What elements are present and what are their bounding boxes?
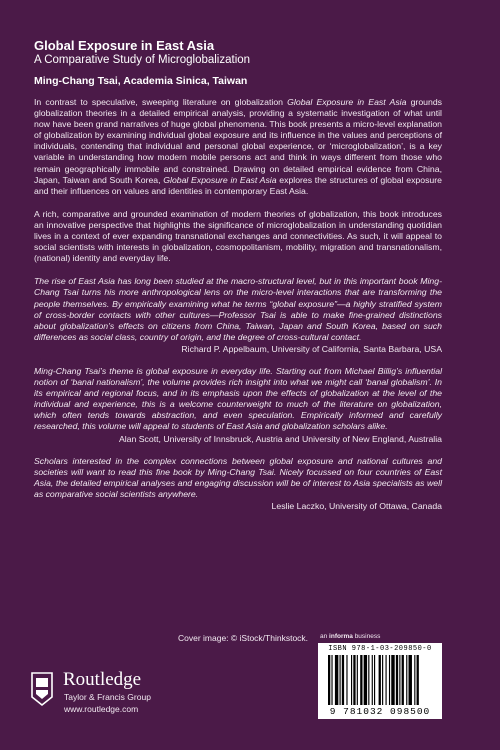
review-quote-2: Ming-Chang Tsai’s theme is global exposure in everyday life. Starting out from Michael Billig’s influential notion of ‘banal nationalism’, the volume provides rich insight into what we might call ‘banal globalism’. In its empirical and regional focus, and in its emphasis upon the effects of globalization at the level of the individual and experience, this is a welcome counterweight to much of the literature on globalization, which often tends towards abstraction, and even speculation. Empirically informed and carefully researched, this volume will appeal to students of East Asia and globalization scholars alike. — [34, 365, 442, 432]
barcode-bar — [374, 655, 375, 705]
description-paragraph-1: In contrast to speculative, sweeping literature on globalization Global Exposure in East Asia grounds globalization theories in a detailed empirical analysis, providing a systematic investigation of what until now have been grand narratives of huge global phenomena. This book presents a micro-level explanation of globalization by examining individual global exposure and its influence in the values and perceptions of individuals, contending that individual and personal global experience, or ‘microglobalization’, is a key variable in understanding how modern mobile persons act and think in ways different from those who remain geographically immobile and constrained. Drawing on detailed empirical evidence from China, Japan, Taiwan and South Korea, Global Exposure in East Asia explores the structures of global exposure and their influences on values and identities in contemporary East Asia. — [34, 97, 442, 196]
barcode-bar — [351, 655, 352, 705]
review-attribution-3: Leslie Laczko, University of Ottawa, Canada — [271, 501, 442, 511]
barcode-bar — [353, 655, 355, 705]
book-title: Global Exposure in East Asia — [34, 38, 215, 53]
barcode-bar — [328, 655, 330, 705]
barcode-bar — [335, 655, 338, 705]
barcode-bar — [368, 655, 369, 705]
barcode-bar — [364, 655, 367, 705]
book-subtitle: A Comparative Study of Microglobalization — [34, 54, 251, 66]
book-author: Ming-Chang Tsai, Academia Sinica, Taiwan — [34, 75, 248, 87]
barcode-bar — [386, 655, 387, 705]
barcode-bar — [342, 655, 344, 705]
barcode-bar — [414, 655, 415, 705]
barcode-bar — [360, 655, 362, 705]
barcode-bar — [389, 655, 390, 705]
barcode-bar — [340, 655, 341, 705]
review-quote-3: Scholars interested in the complex connections between global exposure and national cultures and societies will want to read this fine book by Ming-Chang Tsai. Nicely focussed on four countries of East Asia, the detailed empirical analyses and engaging discussion will be of interest to Asia specialists as well as comparative social scientists anywhere. — [34, 455, 442, 499]
publisher-url[interactable]: www.routledge.com — [64, 704, 139, 714]
barcode-bars-icon — [328, 655, 432, 707]
review-attribution-2: Alan Scott, University of Innsbruck, Austria and University of New England, Australia — [118, 433, 442, 444]
barcode-bar — [372, 655, 373, 705]
routledge-logo-icon — [30, 671, 54, 707]
barcode-bar — [346, 655, 347, 705]
barcode-bar — [417, 655, 419, 705]
isbn-barcode — [318, 643, 442, 719]
back-cover-content — [34, 38, 442, 523]
review-attribution-1: Richard P. Appelbaum, University of California, Santa Barbara, USA — [181, 343, 442, 354]
informa-business-label: an informa business — [320, 633, 381, 640]
barcode-bar — [399, 655, 400, 705]
barcode-bar — [382, 655, 383, 705]
barcode-bar — [396, 655, 398, 705]
description-paragraph-2: A rich, comparative and grounded examination of modern theories of globalization, this book introduces an innovative perspective that highlights the significance of microglobalization in understanding quotidian lives in a context of ever expanding transnational exchanges and connectivities. As such, it will appeal to social scientists with interests in globalization, cosmopolitanism, mobility, migration and transnationalism, (national) identity and everyday life. — [34, 208, 442, 264]
publisher-name: Routledge — [63, 669, 142, 690]
cover-credit: Cover image: © iStock/Thinkstock. — [178, 633, 309, 643]
barcode-bar — [331, 655, 332, 705]
isbn-number: ISBN 978-1-03-209850-0 — [328, 645, 432, 653]
barcode-bar — [357, 655, 358, 705]
barcode-digits: 9 781032 098500 — [329, 706, 431, 717]
publisher-group: Taylor & Francis Group — [64, 692, 151, 702]
barcode-bar — [402, 655, 404, 705]
barcode-bar — [406, 655, 407, 705]
barcode-bar — [409, 655, 412, 705]
barcode-bar — [379, 655, 381, 705]
barcode-bar — [391, 655, 394, 705]
review-quote-1: The rise of East Asia has long been studied at the macro-structural level, but in this important book Ming-Chang Tsai turns his more anthropological lens on the micro-level interactions that are transforming the people themselves. By empirically examining what he terms “global exposure”—a highly stratified system of cross-border contacts with other cultures—Professor Tsai is able to make fine-grained distinctions about globalization’s effects on citizens from China, Taiwan, Japan and South Korea, based on such differences as social class, country of origin, and the degree of cross-cultural contact. — [34, 276, 442, 342]
